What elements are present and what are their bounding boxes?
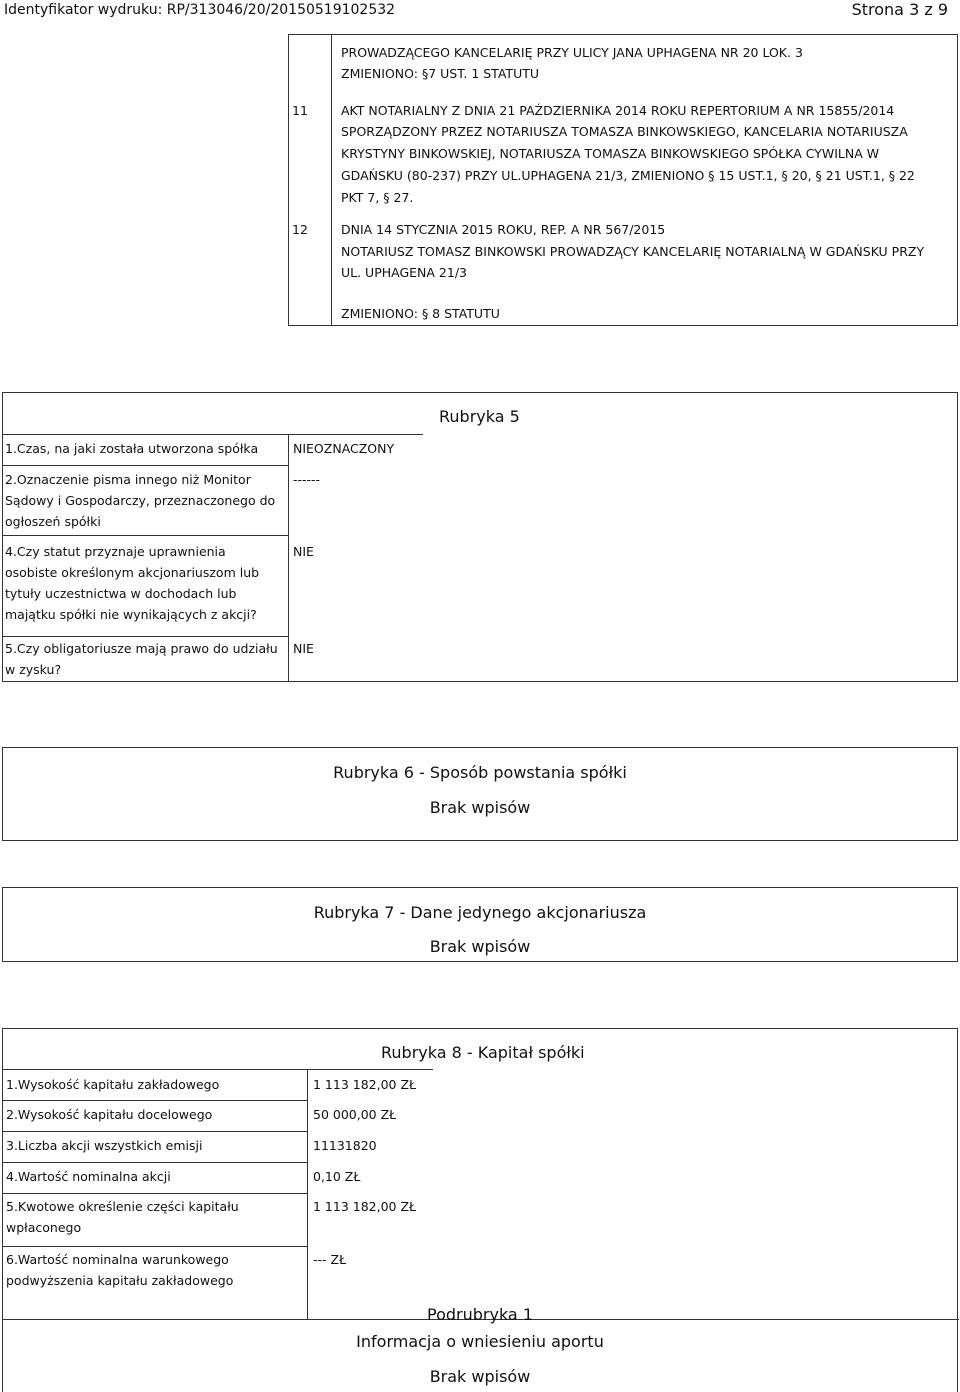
history-entry-extra: ZMIENIONO: § 8 STATUTU (341, 306, 500, 321)
rubryka-7 (2, 887, 958, 962)
rubryka-5-label: majątku spółki nie wynikających z akcji? (5, 607, 257, 622)
rubryka-5-label: ogłoszeń spółki (5, 514, 101, 529)
rubryka-5-label: 1.Czas, na jaki została utworzona spółka (5, 441, 259, 456)
rubryka-5-label: osobiste określonym akcjonariuszom lub (5, 565, 260, 580)
rubryka-8-label: 2.Wysokość kapitału docelowego (6, 1107, 213, 1122)
history-cont-line: PROWADZĄCEGO KANCELARIĘ PRZY ULICY JANA UPHAGENA NR 20 LOK. 3 (341, 45, 803, 60)
history-entry-line: AKT NOTARIALNY Z DNIA 21 PAŹDZIERNIKA 2014 ROKU REPERTORIUM A NR 15855/2014 (341, 103, 895, 118)
rubryka-5-value: NIE (293, 544, 314, 559)
history-entry-line: UL. UPHAGENA 21/3 (341, 265, 468, 280)
history-entry-number: 12 (292, 222, 308, 237)
rubryka-6-title: Rubryka 6 - Sposób powstania spółki (333, 763, 627, 782)
rubryka-5 (2, 392, 958, 682)
podrubryka-1-empty: Brak wpisów (429, 1367, 531, 1386)
rubryka-8-title: Rubryka 8 - Kapitał spółki (381, 1043, 585, 1062)
rubryka-5-value: NIE (293, 641, 314, 656)
rubryka-5-label: 5.Czy obligatoriusze mają prawo do udziału (5, 641, 278, 656)
rubryka-8-label: 4.Wartość nominalna akcji (6, 1169, 171, 1184)
history-entry-line: GDAŃSKU (80-237) PRZY UL.UPHAGENA 21/3, ZMIENIONO § 15 UST.1, § 20, § 21 UST.1, § 22 (341, 168, 915, 183)
history-cont-line: ZMIENIONO: §7 UST. 1 STATUTU (341, 66, 539, 81)
rubryka-6 (2, 747, 958, 841)
podrubryka-1-title: Podrubryka 1 (427, 1305, 533, 1324)
rubryka-5-value: ------ (293, 472, 321, 487)
history-entry-line: KRYSTYNY BINKOWSKIEJ, NOTARIUSZA TOMASZA BINKOWSKIEGO SPÓŁKA CYWILNA W (341, 146, 880, 161)
rubryka-8-value: --- ZŁ (313, 1252, 347, 1267)
rubryka-5-label: 2.Oznaczenie pisma innego niż Monitor (5, 472, 251, 487)
history-entry-line: SPORZĄDZONY PRZEZ NOTARIUSZA TOMASZA BINKOWSKIEGO, KANCELARIA NOTARIUSZA (341, 124, 908, 139)
podrubryka-1-subtitle: Informacja o wniesieniu aportu (356, 1332, 604, 1351)
rubryka-8-label: 3.Liczba akcji wszystkich emisji (6, 1138, 203, 1153)
history-entry-line: NOTARIUSZ TOMASZ BINKOWSKI PROWADZĄCY KANCELARIĘ NOTARIALNĄ W GDAŃSKU PRZY (341, 244, 925, 259)
rubryka-8-value: 1 113 182,00 ZŁ (313, 1077, 417, 1092)
rubryka-5-title: Rubryka 5 (439, 407, 520, 426)
rubryka-7-title: Rubryka 7 - Dane jedynego akcjonariusza (313, 903, 647, 922)
rubryka-8-label: 6.Wartość nominalna warunkowego (6, 1252, 229, 1267)
rubryka-8-label: podwyższenia kapitału zakładowego (6, 1273, 234, 1288)
rubryka-8-label: 1.Wysokość kapitału zakładowego (6, 1077, 220, 1092)
rubryka-5-label: tytuły uczestnictwa w dochodach lub (5, 586, 237, 601)
rubryka-8-value: 50 000,00 ZŁ (313, 1107, 397, 1122)
history-entry-line: PKT 7, § 27. (341, 190, 414, 205)
rubryka-5-label: 4.Czy statut przyznaje uprawnienia (5, 544, 226, 559)
rubryka-8-value: 1 113 182,00 ZŁ (313, 1199, 417, 1214)
history-entry-number: 11 (292, 103, 308, 118)
history-entry-line: DNIA 14 STYCZNIA 2015 ROKU, REP. A NR 567/2015 (341, 222, 666, 237)
rubryka-6-empty: Brak wpisów (429, 798, 531, 817)
rubryka-5-value: NIEOZNACZONY (293, 441, 395, 456)
history-table (288, 34, 958, 326)
print-identifier: Identyfikator wydruku: RP/313046/20/20150519102532 (4, 2, 396, 18)
rubryka-8-value: 0,10 ZŁ (313, 1169, 361, 1184)
page-number: Strona 3 z 9 (851, 0, 948, 19)
rubryka-5-label: w zysku? (5, 662, 62, 677)
rubryka-8-value: 11131820 (313, 1138, 377, 1153)
rubryka-8-label: wpłaconego (6, 1220, 82, 1235)
rubryka-8-label: 5.Kwotowe określenie części kapitału (6, 1199, 239, 1214)
rubryka-7-empty: Brak wpisów (429, 937, 531, 956)
rubryka-8 (2, 1028, 958, 1392)
rubryka-5-label: Sądowy i Gospodarczy, przeznaczonego do (5, 493, 276, 508)
